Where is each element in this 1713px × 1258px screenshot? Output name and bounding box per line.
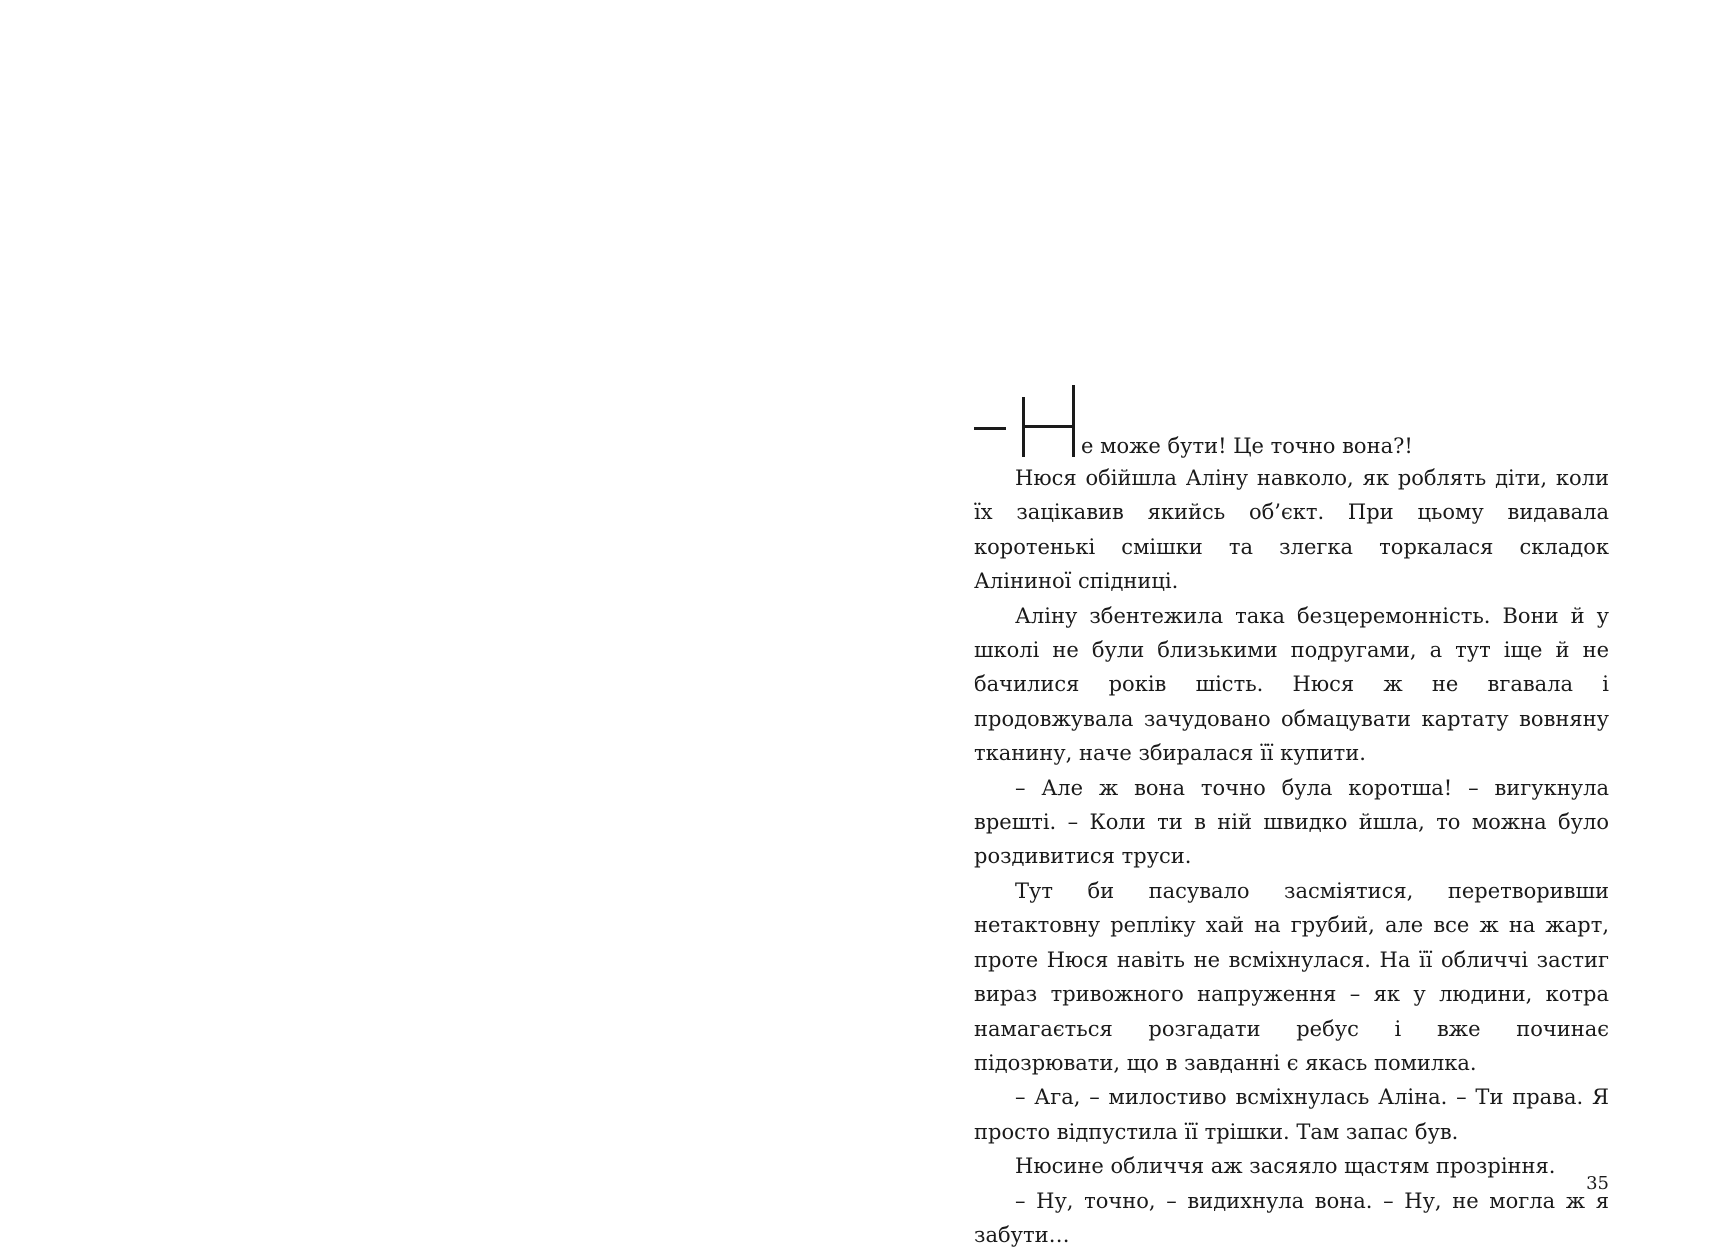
left-page-blank: [0, 0, 856, 1258]
page-number: 35: [1586, 1173, 1609, 1194]
right-page: [856, 0, 1713, 1258]
paragraph: – Ага, – милостиво всміхнулась Аліна. – Ти права. Я просто відпустила її трішки. Там запас був.: [974, 1085, 1609, 1144]
chapter-text: [974, 385, 1609, 1252]
opening-line: [974, 385, 1609, 461]
opening-text: е може бути! Це точно вона?!: [1081, 434, 1413, 458]
paragraph: Тут би пасувало засміятися, перетворивши нетактовну репліку хай на грубий, але все ж на жарт, проте Нюся навіть не всміхнулася. На її обличчі застиг вираз тривожного напруження – як у людини, котра намагається розгадати ребус і вже починає підозрювати, що в завданні є якась помилка.: [974, 878, 1609, 1075]
paragraph: Аліну збентежила така безцеремонність. Вони й у школі не були близькими подругами, а тут іще й не бачилися років шість. Нюся ж не вгавала і продовжувала зачудовано обмацувати картату вовняну тканину, наче збиралася її купити.: [974, 603, 1609, 766]
paragraph: Нюсине обличчя аж засяяло щастям прозріння.: [1015, 1154, 1556, 1179]
paragraph: – Але ж вона точно була коротша! – вигукнула врешті. – Коли ти в ній швидко йшла, то можна було роздивитися труси.: [974, 775, 1609, 869]
drop-cap: [1022, 385, 1074, 457]
opening-dash: [974, 427, 1006, 430]
drop-cap-letter: [1022, 385, 1023, 386]
paragraph: Нюся обійшла Аліну навколо, як роблять діти, коли їх зацікавив якийсь об’єкт. При цьому видавала коротенькі смішки та злегка торкалася складок Аліниної спідниці.: [974, 466, 1609, 594]
paragraph: – Ну, точно, – видихнула вона. – Ну, не могла ж я забути…: [974, 1188, 1609, 1247]
